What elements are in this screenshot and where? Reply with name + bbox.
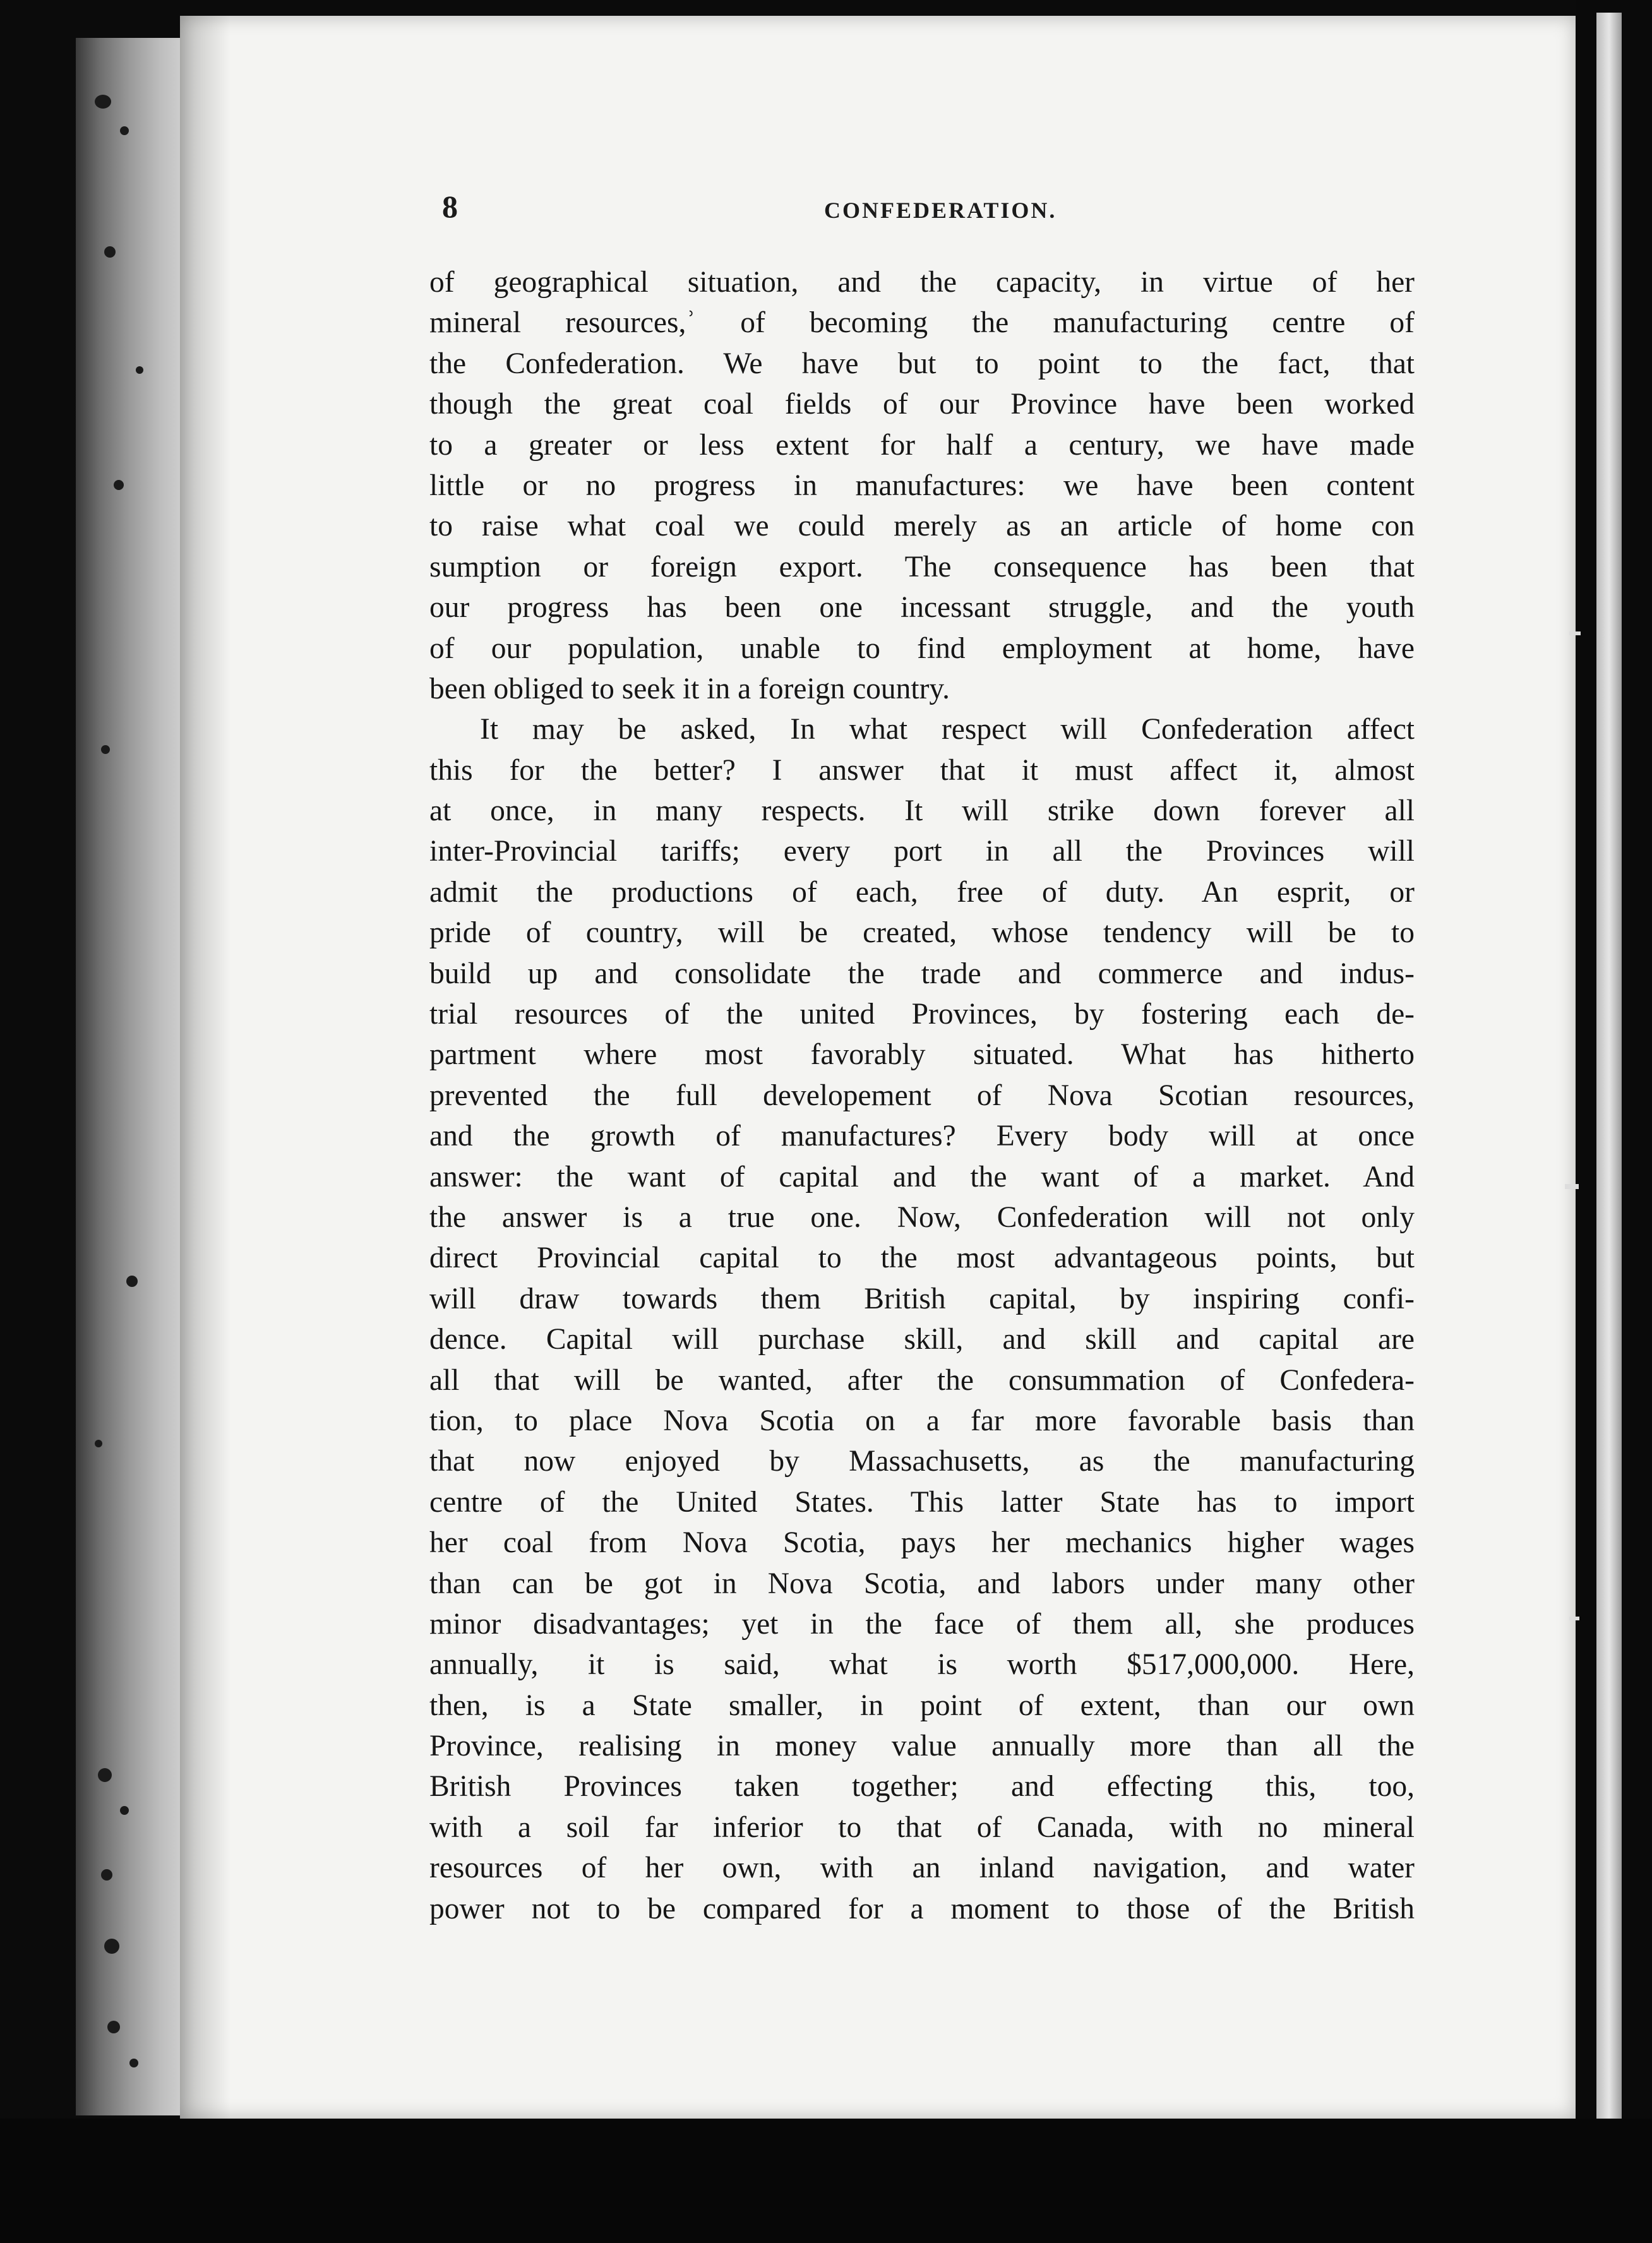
text-line: at once, in many respects. It will strike down forever all [429, 794, 1415, 828]
text-line: build up and consolidate the trade and commerce and indus- [429, 957, 1415, 990]
speckle [136, 366, 143, 374]
text-line: to a greater or less extent for half a century, we have made [429, 428, 1415, 462]
text-line: centre of the United States. This latter State has to import [429, 1485, 1415, 1519]
text-line: dence. Capital will purchase skill, and skill and capital are [429, 1323, 1415, 1356]
text-line: Province, realising in money value annually more than all the [429, 1730, 1415, 1763]
text-line: will draw towards them British capital, by inspiring confi- [429, 1282, 1415, 1315]
text-line: the Confederation. We have but to point to the fact, that [429, 347, 1415, 380]
speckle [95, 95, 111, 109]
text-line: direct Provincial capital to the most advantageous points, but [429, 1241, 1415, 1275]
text-line: been obliged to seek it in a foreign country. [429, 672, 950, 705]
speckle [129, 2059, 138, 2067]
text-line: pride of country, will be created, whose tendency will be to [429, 916, 1415, 950]
speckle [107, 2021, 120, 2033]
speckle [120, 126, 129, 135]
text-line: and the growth of manufactures? Every body will at once [429, 1120, 1415, 1153]
text-line: power not to be compared for a moment to those of the British [429, 1892, 1415, 1925]
margin-mark [1569, 1617, 1579, 1620]
page-header [442, 188, 1421, 232]
text-line: resources of her own, with an inland navigation, and water [429, 1851, 1415, 1885]
book-edge-strip [76, 38, 196, 2115]
speckle [98, 1768, 112, 1782]
text-line: British Provinces taken together; and effecting this, too, [429, 1770, 1415, 1803]
text-line: to raise what coal we could merely as an article of home con [429, 510, 1415, 543]
margin-mark [1565, 1184, 1579, 1189]
text-line: annually, it is said, what is worth $517,000,000. Here, [429, 1648, 1415, 1682]
text-line: that now enjoyed by Massachusetts, as the manufacturing [429, 1445, 1415, 1478]
text-line: little or no progress in manufactures: we have been content [429, 469, 1415, 502]
bottom-dark-band [0, 2119, 1652, 2243]
text-line: inter-Provincial tariffs; every port in all the Provinces will [429, 835, 1415, 868]
text-line: of geographical situation, and the capacity, in virtue of her [429, 266, 1415, 299]
text-line: our progress has been one incessant struggle, and the youth [429, 591, 1415, 625]
text-line: answer: the want of capital and the want of a market. And [429, 1160, 1415, 1193]
text-line: tion, to place Nova Scotia on a far more favorable basis than [429, 1404, 1415, 1437]
speckle [104, 1939, 119, 1954]
margin-mark [1569, 631, 1581, 635]
speckle [104, 246, 116, 258]
text-line: than can be got in Nova Scotia, and labors under many other [429, 1567, 1415, 1600]
page-fold-shadow [180, 16, 230, 2119]
text-line: It may be asked, In what respect will Confederation affect [480, 713, 1415, 746]
text-line: this for the better? I answer that it must affect it, almost [429, 753, 1415, 787]
speckle [120, 1806, 129, 1815]
text-line: admit the productions of each, free of duty. An esprit, or [429, 875, 1415, 909]
text-line: partment where most favorably situated. What has hitherto [429, 1038, 1415, 1072]
text-line: sumption or foreign export. The consequence has been that [429, 550, 1415, 583]
text-line: all that will be wanted, after the consummation of Confedera- [429, 1363, 1415, 1397]
text-line: minor disadvantages; yet in the face of them all, she produces [429, 1607, 1415, 1641]
speckle [95, 1440, 102, 1447]
text-line: with a soil far inferior to that of Canada, with no mineral [429, 1810, 1415, 1844]
text-line: the answer is a true one. Now, Confederation will not only [429, 1200, 1415, 1234]
text-line: her coal from Nova Scotia, pays her mechanics higher wages [429, 1526, 1415, 1560]
text-line: trial resources of the united Provinces, by fostering each de- [429, 998, 1415, 1031]
text-line: mineral resources,ʾ of becoming the manufacturing centre of [429, 306, 1415, 340]
running-head: CONFEDERATION. [824, 198, 1057, 223]
text-line: of our population, unable to find employment at home, have [429, 631, 1415, 665]
text-line: then, is a State smaller, in point of extent, than our own [429, 1689, 1415, 1722]
text-line: prevented the full developement of Nova Scotian resources, [429, 1079, 1415, 1112]
speckle [114, 480, 124, 490]
speckle [101, 1869, 112, 1881]
next-page-edge [1596, 13, 1622, 2147]
page-number: 8 [442, 189, 458, 224]
text-line: though the great coal fields of our Province have been worked [429, 388, 1415, 421]
body-text [429, 262, 1415, 1929]
speckle [126, 1276, 138, 1287]
speckle [101, 745, 110, 754]
